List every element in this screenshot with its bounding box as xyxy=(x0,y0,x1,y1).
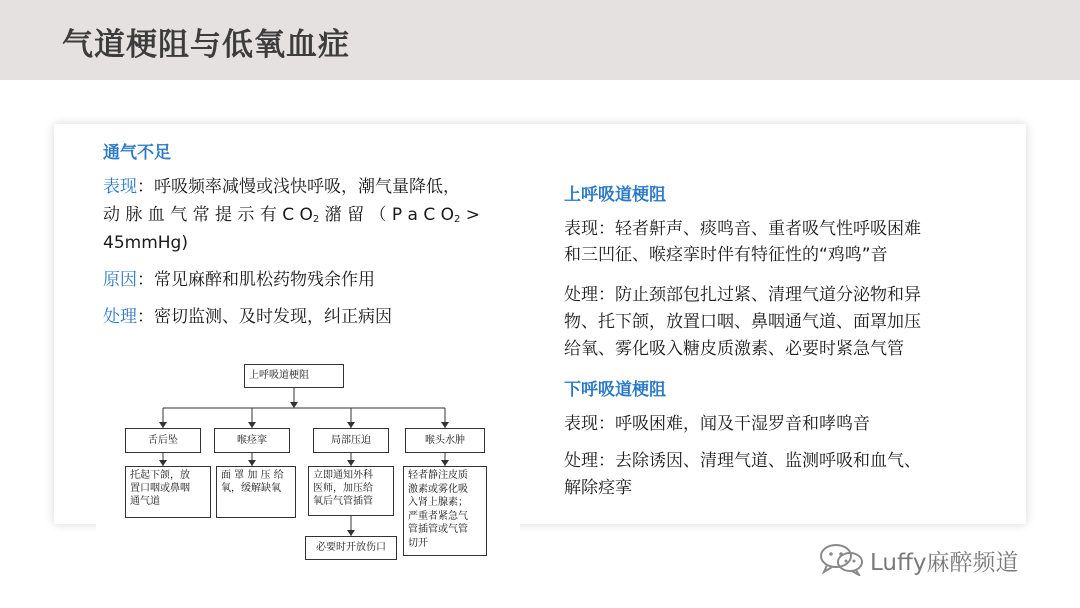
flow-branch-laryngospasm: 喉痉挛 xyxy=(214,428,290,453)
section-title-lower-airway: 下呼吸道梗阻 xyxy=(564,380,666,400)
action-line: 氧后气管插管 xyxy=(313,496,373,507)
presentation-line-2 xyxy=(103,202,480,233)
action-line: 托起下颌，放 xyxy=(130,470,190,481)
subscript-2a: 2 xyxy=(312,214,320,225)
presentation-line-3: 45mmHg) xyxy=(103,233,188,253)
action-line: 激素或雾化吸 xyxy=(408,483,468,495)
cause-line xyxy=(103,267,375,293)
presentation-label: 表现 xyxy=(103,177,137,197)
section-title-upper-airway: 上呼吸道梗阻 xyxy=(564,185,666,205)
header-bar xyxy=(0,0,1080,80)
page-title: 气道梗阻与低氧血症 xyxy=(62,27,350,63)
action-line: 管插管或气管 xyxy=(408,524,468,535)
flow-action-laryngospasm xyxy=(216,466,296,518)
treatment-label: 处理 xyxy=(103,307,137,327)
lower-presentation: 表现：呼吸困难，闻及干湿罗音和哮鸣音 xyxy=(564,414,870,434)
presentation-text-2a: 动 脉 血 气 常 提 示 有 C O xyxy=(103,205,313,225)
action-line: 面 罩 加 压 给 xyxy=(221,470,284,481)
upper-treatment-3: 给氧、雾化吸入糖皮质激素、必要时紧急气管 xyxy=(564,339,904,359)
action-line: 切开 xyxy=(408,537,428,549)
flow-branch-edema: 喉头水肿 xyxy=(405,428,485,453)
presentation-text-2b: 潴 留 （ P a C O xyxy=(319,205,455,225)
section-title-hypoventilation: 通气不足 xyxy=(103,143,171,163)
flow-action-tongue xyxy=(125,466,211,518)
upper-presentation-1: 表现：轻者鼾声、痰鸣音、重者吸气性呼吸困难 xyxy=(564,219,921,239)
treatment-line xyxy=(103,304,392,330)
presentation-text-2c: > xyxy=(460,205,481,225)
action-line: 轻者静注皮质 xyxy=(408,470,468,481)
action-line: 通气道 xyxy=(130,496,160,507)
action-line: 立即通知外科 xyxy=(313,470,373,481)
lower-treatment-1: 处理：去除诱因、清理气道、监测呼吸和血气、 xyxy=(564,451,921,471)
airway-obstruction-flowchart xyxy=(96,352,520,578)
wechat-icon xyxy=(818,542,866,576)
action-line: 严重者紧急气 xyxy=(408,510,468,522)
action-line: 入肾上腺素； xyxy=(408,497,468,508)
action-line: 氧，缓解缺氧 xyxy=(221,483,281,494)
upper-treatment-2: 物、托下颌，放置口咽、鼻咽通气道、面罩加压 xyxy=(564,312,921,332)
action-line: 医师，加压给 xyxy=(313,483,373,494)
treatment-text: ：密切监测、及时发现，纠正病因 xyxy=(137,307,392,327)
flow-branch-tongue: 舌后坠 xyxy=(125,428,201,453)
flow-followup-box: 必要时开放伤口 xyxy=(305,536,397,560)
upper-treatment-1: 处理：防止颈部包扎过紧、清理气道分泌物和异 xyxy=(564,285,921,305)
lower-treatment-2: 解除痉挛 xyxy=(564,478,632,498)
flow-root-box: 上呼吸道梗阻 xyxy=(244,364,344,388)
presentation-line-1 xyxy=(103,174,460,200)
subscript-2b: 2 xyxy=(454,214,461,225)
flow-branch-compression: 局部压迫 xyxy=(313,428,389,453)
cause-label: 原因 xyxy=(103,270,137,290)
presentation-text-1: ：呼吸频率减慢或浅快呼吸，潮气量降低， xyxy=(137,177,460,197)
flow-action-edema xyxy=(403,466,487,556)
cause-text: ：常见麻醉和肌松药物残余作用 xyxy=(137,270,375,290)
upper-presentation-2: 和三凹征、喉痉挛时伴有特征性的“鸡鸣”音 xyxy=(564,245,888,265)
watermark-text: Luffy麻醉频道 xyxy=(870,550,1019,576)
action-line: 置口咽或鼻咽 xyxy=(130,483,190,494)
flow-action-compression xyxy=(308,466,394,516)
